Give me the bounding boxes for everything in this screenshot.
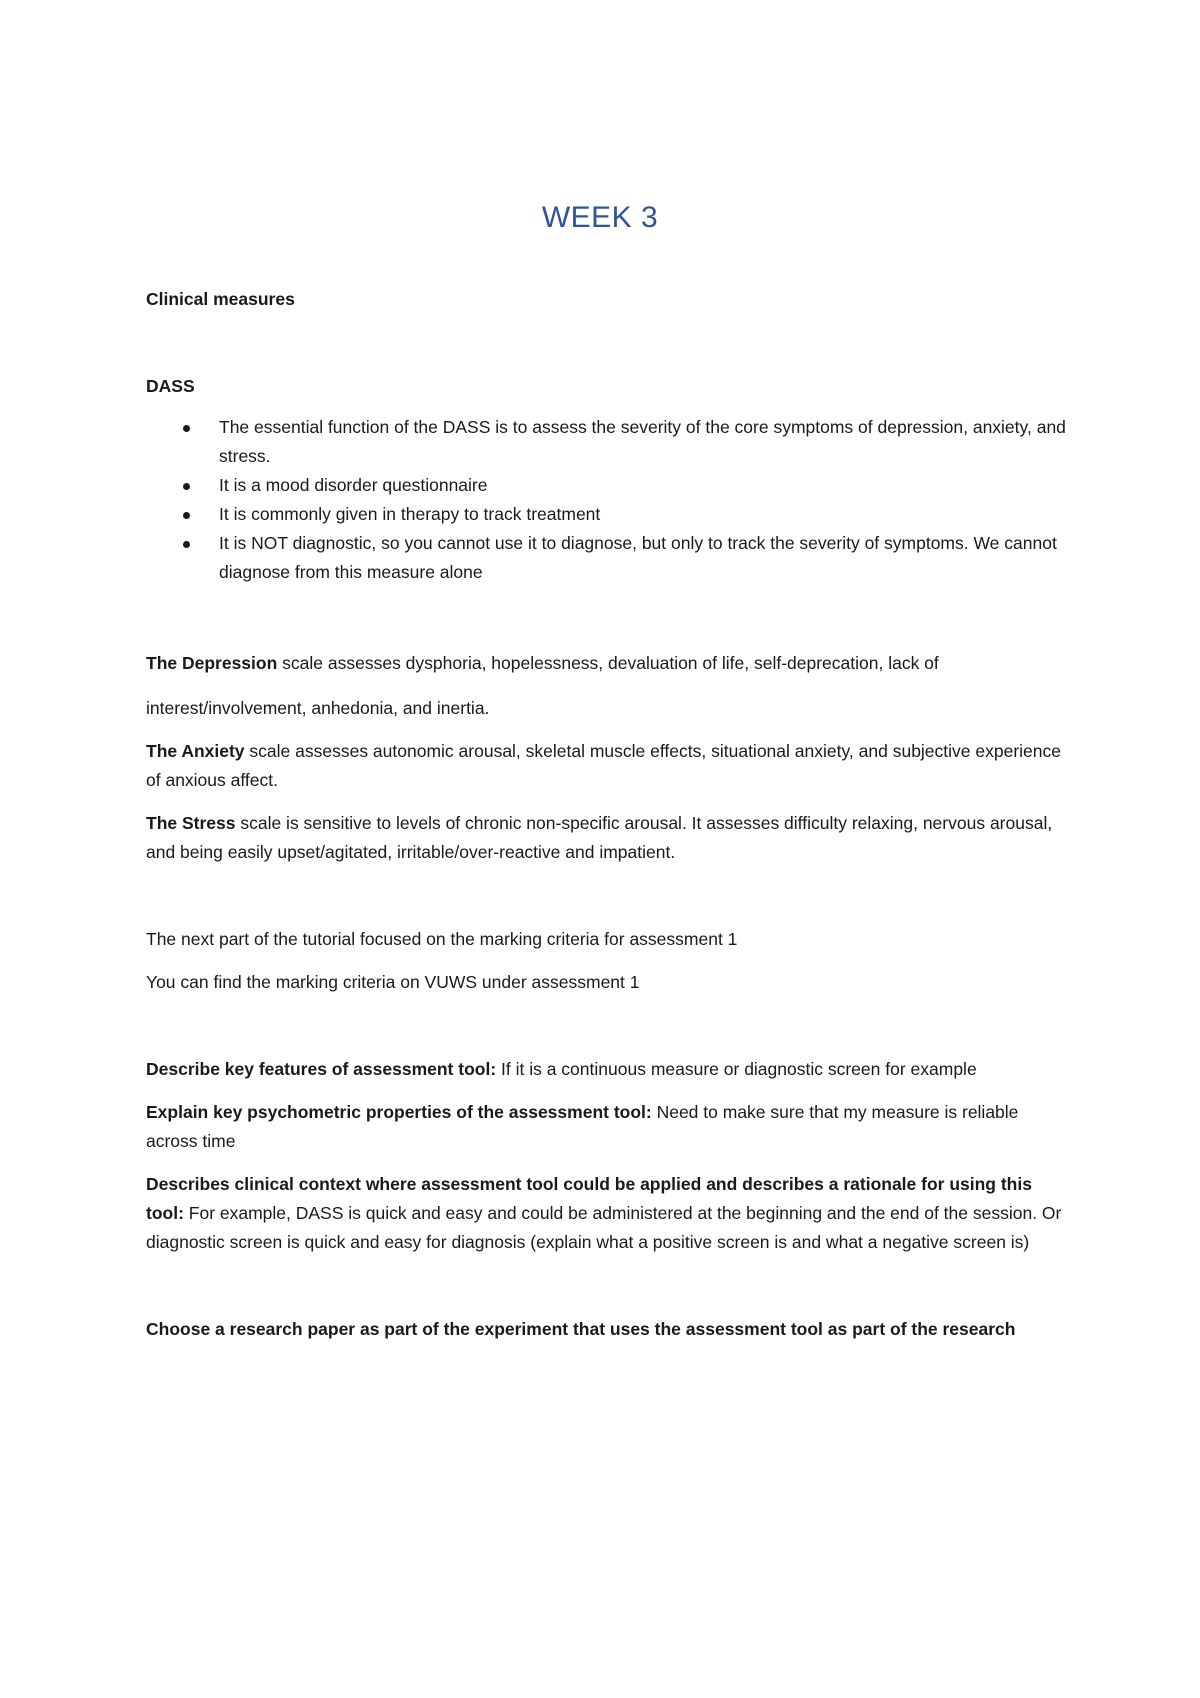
document-body — [146, 285, 1066, 1344]
dass-heading: DASS — [146, 376, 195, 396]
depression-paragraph-continued: interest/involvement, anhedonia, and inertia. — [146, 698, 490, 718]
bullet-icon — [183, 512, 190, 519]
criterion-label: Explain key psychometric properties of the assessment tool: — [146, 1102, 652, 1122]
anxiety-label: The Anxiety — [146, 741, 245, 761]
research-heading: Choose a research paper as part of the experiment that uses the assessment tool as part of the research — [146, 1319, 1016, 1339]
vuws-note: You can find the marking criteria on VUWS under assessment 1 — [146, 972, 640, 992]
bullet-text: It is a mood disorder questionnaire — [219, 475, 488, 495]
depression-label: The Depression — [146, 653, 278, 673]
depression-paragraph — [146, 649, 1066, 678]
section-heading: Clinical measures — [146, 289, 295, 309]
bullet-icon — [183, 425, 190, 432]
criterion-text: For example, DASS is quick and easy and could be administered at the beginning and the end of the session. Or diagnostic screen is quick and easy for diagnosis (explain what a positive screen is and what a negative screen is) — [146, 1203, 1062, 1252]
criterion-paragraph — [146, 1170, 1066, 1257]
criterion-paragraph — [146, 1098, 1066, 1156]
anxiety-paragraph — [146, 737, 1066, 795]
criterion-label: Describe key features of assessment tool: — [146, 1059, 497, 1079]
depression-text-line1: scale assesses dysphoria, hopelessness, devaluation of life, self-deprecation, lack of — [277, 653, 939, 673]
dass-bullet-list — [146, 413, 1066, 587]
page-title: WEEK 3 — [541, 201, 659, 234]
tutorial-note: The next part of the tutorial focused on the marking criteria for assessment 1 — [146, 929, 738, 949]
list-item — [146, 500, 1066, 529]
criterion-text: Need to make sure that my measure is reliable across time — [146, 1102, 1019, 1151]
bullet-icon — [183, 541, 190, 548]
stress-paragraph — [146, 809, 1066, 867]
criterion-label: Describes clinical context where assessment tool could be applied and describes a rationale for using this tool: — [146, 1174, 1032, 1223]
bullet-icon — [183, 483, 190, 490]
list-item — [146, 471, 1066, 500]
bullet-text: It is NOT diagnostic, so you cannot use it to diagnose, but only to track the severity of symptoms. We cannot diagnose from this measure alone — [219, 533, 1057, 582]
bullet-text: The essential function of the DASS is to assess the severity of the core symptoms of depression, anxiety, and stress. — [219, 417, 1066, 466]
stress-label: The Stress — [146, 813, 236, 833]
anxiety-text: scale assesses autonomic arousal, skeletal muscle effects, situational anxiety, and subjective experience of anxious affect. — [146, 741, 1061, 790]
stress-text: scale is sensitive to levels of chronic non-specific arousal. It assesses difficulty relaxing, nervous arousal, and being easily upset/agitated, irritable/over-reactive and impatient. — [146, 813, 1053, 862]
criterion-text: If it is a continuous measure or diagnostic screen for example — [496, 1059, 977, 1079]
bullet-text: It is commonly given in therapy to track treatment — [219, 504, 601, 524]
criterion-paragraph — [146, 1055, 1066, 1084]
list-item — [146, 413, 1066, 471]
list-item — [146, 529, 1066, 587]
